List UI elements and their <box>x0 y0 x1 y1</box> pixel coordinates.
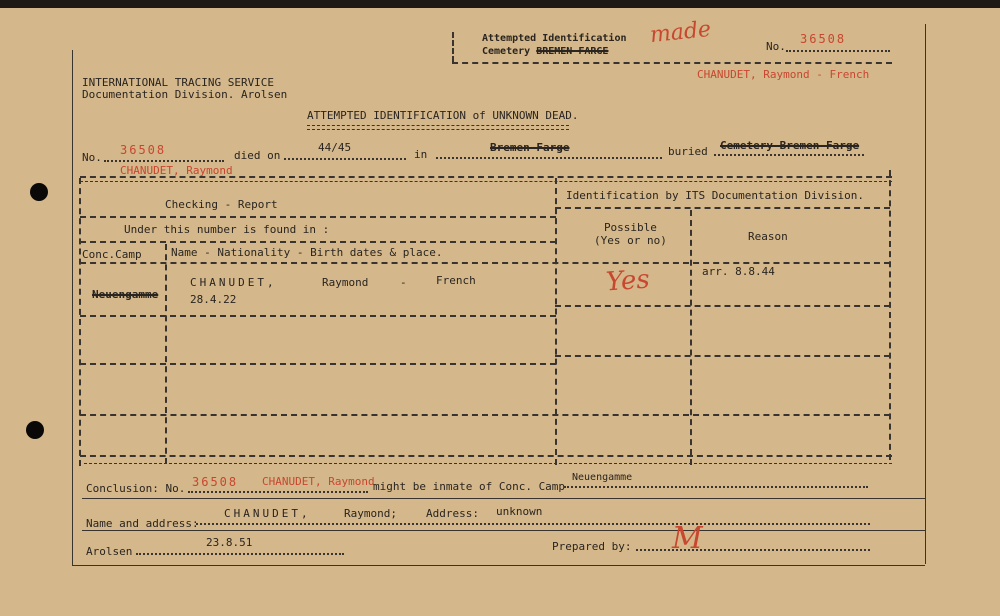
org-name: INTERNATIONAL TRACING SERVICE <box>82 76 275 89</box>
record-number: 36508 <box>800 32 847 46</box>
bottom-frame-line <box>72 565 925 566</box>
subject-name-top: CHANUDET, Raymond - French <box>697 68 870 81</box>
conclusion-camp: Neuengamme <box>572 472 633 483</box>
subject-name-under-number: CHANUDET, Raymond <box>120 164 233 177</box>
camp-column-header: Conc.Camp <box>82 248 142 261</box>
row1-dash: - <box>400 276 407 289</box>
handwritten-made-note: made <box>648 16 713 49</box>
no-label: No. <box>82 151 102 164</box>
row1-camp: Neuengamme <box>92 288 159 301</box>
punch-hole-bottom <box>26 421 44 439</box>
row1-possible: Yes <box>605 264 651 298</box>
checking-report-header: Checking - Report <box>165 198 278 211</box>
address-surname: CHANUDET, <box>224 507 311 520</box>
place-label: Arolsen <box>86 545 133 558</box>
row1-nationality: French <box>436 274 476 287</box>
address-field-label: Address: <box>426 507 479 520</box>
conclusion-number: 36508 <box>192 475 239 489</box>
card-top-edge <box>0 0 1000 8</box>
stamp-line-1: Attempted Identification <box>482 33 627 44</box>
row1-firstname: Raymond <box>322 276 369 289</box>
row1-reason: arr. 8.8.44 <box>702 265 775 278</box>
record-number-label: No. <box>766 40 786 53</box>
left-frame-line <box>72 50 73 565</box>
name-column-header: Name - Nationality - Birth dates & place. <box>171 246 443 259</box>
under-number-header: Under this number is found in : <box>124 223 330 236</box>
reason-header: Reason <box>748 230 788 243</box>
stamp-line-2: Cemetery BREMEN-FARGE <box>482 46 609 57</box>
possible-header: Possible (Yes or no) <box>594 221 667 247</box>
inmate-text: might be inmate of Conc. Camp <box>373 480 566 493</box>
row1-birth: 28.4.22 <box>190 293 237 306</box>
address-value: unknown <box>496 505 543 518</box>
in-label: in <box>414 148 428 161</box>
death-record-number: 36508 <box>120 143 167 157</box>
identification-header: Identification by ITS Documentation Division. <box>566 189 865 202</box>
death-place: Bremen-Farge <box>490 141 570 154</box>
form-title: ATTEMPTED IDENTIFICATION of UNKNOWN DEAD. <box>307 109 579 122</box>
address-firstname: Raymond; <box>344 507 397 520</box>
right-frame-line <box>925 24 926 564</box>
name-address-label: Name and address: <box>86 517 199 530</box>
org-division: Documentation Division. Arolsen <box>82 88 288 101</box>
burial-place: Cemetery Bremen-Farge <box>720 139 860 152</box>
punch-hole-top <box>30 183 48 201</box>
conclusion-name: CHANUDET, Raymond <box>262 475 375 488</box>
buried-label: buried <box>668 145 708 158</box>
prepared-by-label: Prepared by: <box>552 540 632 553</box>
died-on-label: died on <box>234 149 281 162</box>
preparer-signature: M <box>672 521 703 556</box>
footer-date: 23.8.51 <box>206 536 253 549</box>
death-date: 44/45 <box>318 141 352 154</box>
row1-name: CHANUDET, <box>190 276 277 289</box>
conclusion-label: Conclusion: No. <box>86 482 186 495</box>
